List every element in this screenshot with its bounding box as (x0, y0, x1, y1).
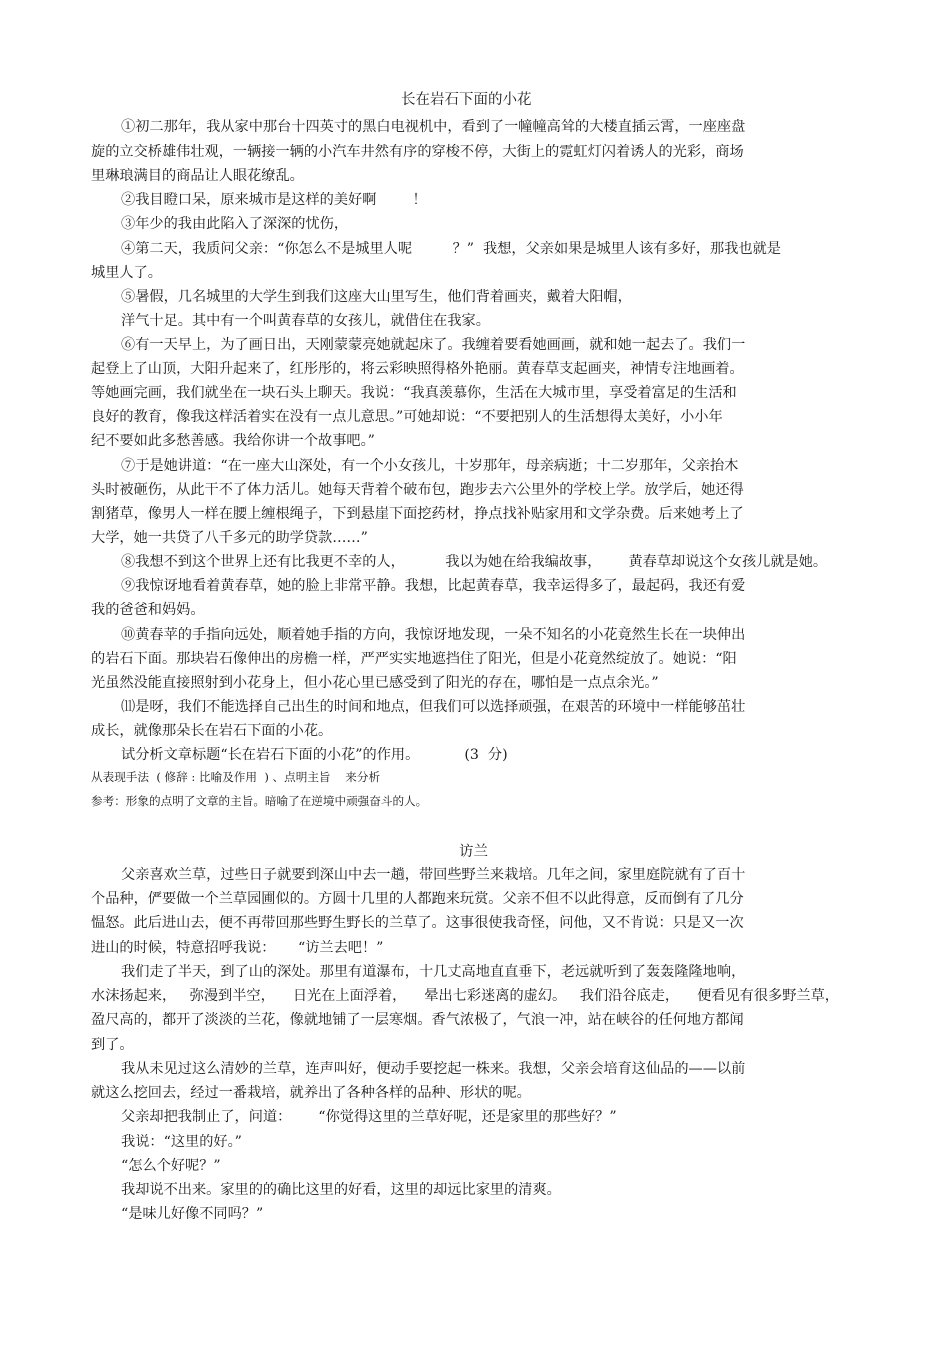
paragraph-line: ⑾是呀，我们不能选择自己出生的时间和地点，但我们可以选择顽强，在艰苦的环境中一样能够茁壮 (121, 699, 746, 715)
paragraph-line: 我说：“这里的好。” (121, 1134, 242, 1150)
paragraph-line: 愠怒。此后进山去，便不再带回那些野生野长的兰草了。这事很使我奇怪，问他，又不肯说：只是又一次 (91, 915, 744, 931)
question-line: 试分析文章标题“长在岩石下面的小花”的作用。 (3 分) (121, 747, 508, 763)
paragraph-line: 父亲喜欢兰草，过些日子就要到深山中去一趟，带回些野兰来栽培。几年之间，家里庭院就有了百十 (121, 867, 746, 883)
paragraph-line: ①初二那年，我从家中那台十四英寸的黑白电视机中，看到了一幢幢高耸的大楼直插云霄，一座座盘 (121, 119, 746, 135)
paragraph-line: 就这么挖回去，经过一番栽培，就养出了各种各样的品种、形状的呢。 (91, 1085, 531, 1101)
paragraph-line: 我从未见过这么清妙的兰草，连声叫好，便动手要挖起一株来。我想，父亲会培育这仙品的——以前 (121, 1061, 746, 1077)
paragraph-line: 盈尺高的，都开了淡淡的兰花，像就地铺了一层寒烟。香气浓极了，气浪一冲，站在峡谷的任何地方都闻 (91, 1012, 744, 1028)
paragraph-line: 光虽然没能直接照射到小花身上，但小花心里已感受到了阳光的存在，哪怕是一点点余光。” (91, 675, 659, 691)
paragraph-line: 到了。 (91, 1037, 134, 1053)
paragraph-line: 起登上了山顶，大阳升起来了，红彤彤的，将云彩映照得格外艳丽。黄春草支起画夹，神情专注地画着。 (91, 361, 744, 377)
paragraph-line: ⑤暑假，几名城里的大学生到我们这座大山里写生，他们背着画夹，戴着大阳帽， (121, 289, 632, 305)
paragraph-line: ⑩黄春苹的手指向远处，顺着她手指的方向，我惊讶地发现，一朵不知名的小花竟然生长在一块伸出 (121, 627, 746, 643)
paragraph-line: 我的爸爸和妈妈。 (91, 602, 205, 618)
paragraph-line: 等她画完画，我们就坐在一块石头上聊天。我说：“我真羡慕你，生活在大城市里，享受着富足的生活和 (91, 385, 737, 401)
paragraph-line: 我却说不出来。家里的的确比这里的好看，这里的却远比家里的清爽。 (121, 1182, 561, 1198)
story1-title: 长在岩石下面的小花 (401, 92, 532, 108)
paragraph-line: ⑥有一天早上，为了画日出，天刚蒙蒙亮她就起床了。我缠着要看她画画，就和她一起去了。我们一 (121, 337, 746, 353)
paragraph-line: “是味儿好像不同吗？” (121, 1206, 264, 1222)
paragraph-line: ⑨我惊讶地看着黄春草，她的脸上非常平静。我想，比起黄春草，我幸运得多了，最起码，我还有爱 (121, 578, 746, 594)
paragraph-line: ⑧我想不到这个世界上还有比我更不幸的人， 我以为她在给我编故事， 黄春草却说这个女孩儿就是她。 (121, 554, 828, 570)
paragraph-line: ②我目瞪口呆，原来城市是这样的美好啊 ！ (121, 192, 427, 208)
paragraph-line: 城里人了。 (91, 265, 162, 281)
story2-title: 访兰 (459, 844, 488, 860)
paragraph-line: ④第二天，我质问父亲：“你怎么不是城里人呢 ？” 我想，父亲如果是城里人该有多好，那我也就是 (121, 241, 781, 257)
paragraph-line: ⑦于是她讲道：“在一座大山深处，有一个小女孩儿，十岁那年，母亲病逝；十二岁那年，父亲抬木 (121, 458, 739, 474)
paragraph-line: 头时被砸伤，从此干不了体力活儿。她每天背着个破布包，跑步去六公里外的学校上学。放学后，她还得 (91, 482, 744, 498)
paragraph-line: “怎么个好呢？” (121, 1158, 221, 1174)
paragraph-line: 个品种，俨要做一个兰草园圃似的。方圆十几里的人都跑来玩赏。父亲不但不以此得意，反而倒有了几分 (91, 891, 744, 907)
paragraph-line: 良好的教育，像我这样活着实在没有一点儿意思。”可她却说：“不要把别人的生活想得太美好，小小年 (91, 409, 723, 425)
paragraph-line: 旋的立交桥雄伟壮观，一辆接一辆的小汽车井然有序的穿梭不停，大街上的霓虹灯闪着诱人的光彩，商场 (91, 144, 744, 160)
paragraph-line: 成长，就像那朵长在岩石下面的小花。 (91, 723, 333, 739)
paragraph-line: 洋气十足。其中有一个叫黄春草的女孩儿，就借住在我家。 (121, 313, 490, 329)
paragraph-line: 里琳琅满目的商品让人眼花缭乱。 (91, 168, 304, 184)
answer-reference: 参考：形象的点明了文章的主旨。暗喻了在逆境中顽强奋斗的人。 (91, 794, 428, 808)
paragraph-line: 我们走了半天，到了山的深处。那里有道瀑布，十几丈高地直直垂下，老远就听到了轰轰隆隆地响， (121, 964, 746, 980)
paragraph-line: 水沫扬起来， 弥漫到半空， 日光在上面浮着， 晕出七彩迷离的虚幻。 我们沿谷底走， 便看见有很多野兰草， (91, 988, 839, 1004)
paragraph-line: ③年少的我由此陷入了深深的忧伤， (121, 216, 349, 232)
paragraph-line: 大学，她一共贷了八千多元的助学贷款……” (91, 530, 368, 546)
paragraph-line: 父亲却把我制止了，问道： “你觉得这里的兰草好呢，还是家里的那些好？” (121, 1109, 617, 1125)
answer-hint: 从表现手法 ( 修辞 : 比喻及作用 ) 、点明主旨 来分析 (91, 770, 381, 784)
paragraph-line: 割猪草，像男人一样在腰上缠根绳子，下到悬崖下面挖药材，挣点找补贴家用和文学杂费。后来她考上了 (91, 506, 744, 522)
paragraph-line: 纪不要如此多愁善感。我给你讲一个故事吧。” (91, 433, 375, 449)
paragraph-line: 进山的时候，特意招呼我说： “访兰去吧！” (91, 940, 384, 956)
paragraph-line: 的岩石下面。那块岩石像伸出的房檐一样，严严实实地遮挡住了阳光，但是小花竟然绽放了。她说：“阳 (91, 651, 737, 667)
